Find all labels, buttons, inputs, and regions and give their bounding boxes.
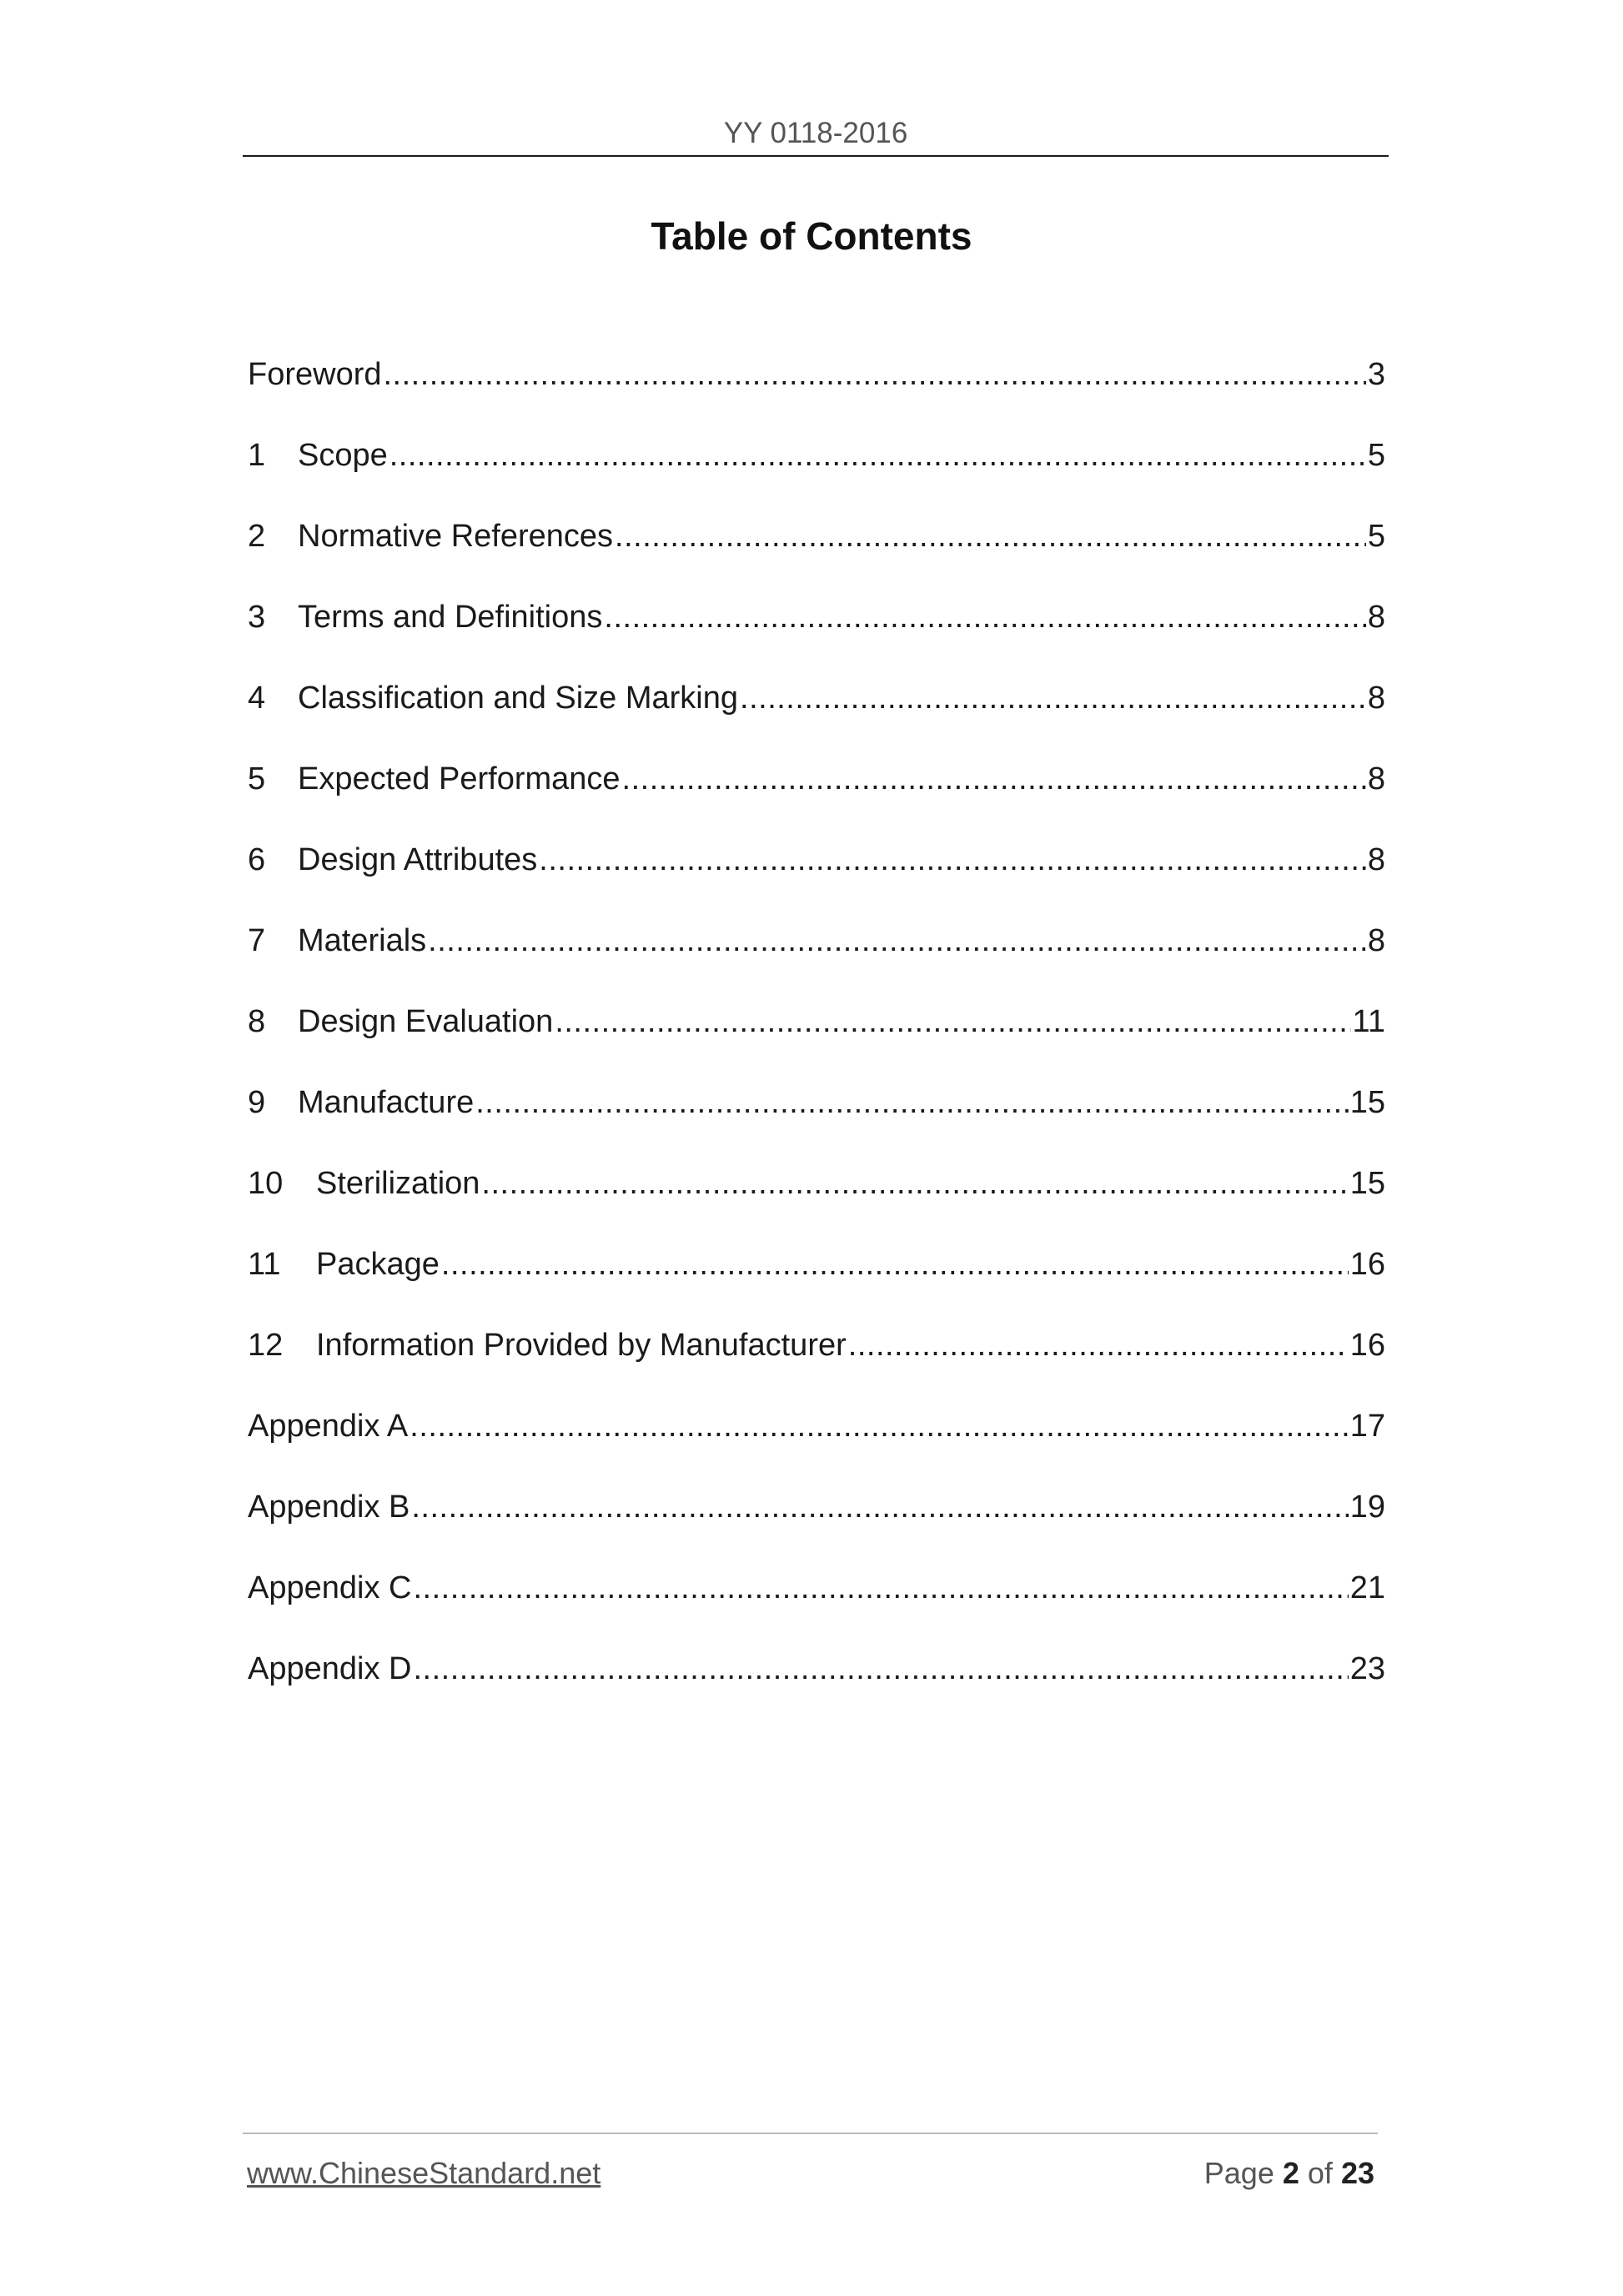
toc-entry-classification[interactable]	[248, 671, 1385, 752]
toc-entry-label: Manufacture	[298, 1085, 475, 1120]
toc-entry-label: Appendix D	[248, 1651, 412, 1686]
page-header	[243, 113, 1389, 157]
toc-entry-materials[interactable]	[248, 914, 1385, 995]
current-page: 2	[1282, 2156, 1299, 2190]
toc-entry-label: Package	[316, 1247, 440, 1282]
toc-entry-number: 8	[248, 1004, 266, 1039]
toc-entry-design-attributes[interactable]	[248, 833, 1385, 914]
toc-dot-leader	[410, 1399, 1348, 1453]
toc-dot-leader	[413, 1561, 1348, 1615]
toc-dot-leader	[413, 1642, 1348, 1696]
toc-entry-design-evaluation[interactable]	[248, 995, 1385, 1076]
toc-entry-number: 4	[248, 681, 266, 716]
toc-entry-number: 5	[248, 761, 266, 796]
toc-entry-sterilization[interactable]	[248, 1157, 1385, 1238]
toc-entry-number: 3	[248, 600, 266, 635]
toc-entry-scope[interactable]	[248, 429, 1385, 510]
toc-entry-number: 12	[248, 1328, 284, 1363]
toc-entry-label: Classification and Size Marking	[298, 681, 739, 716]
toc-entry-page: 16	[1349, 1247, 1385, 1282]
toc-entry-appendix-a[interactable]	[248, 1399, 1385, 1480]
toc-entry-page: 3	[1367, 357, 1385, 392]
toc-entry-label: Sterilization	[316, 1166, 480, 1201]
toc-dot-leader	[555, 995, 1350, 1048]
toc-dot-leader	[539, 833, 1366, 887]
toc-entry-page: 5	[1367, 438, 1385, 473]
toc-entry-label: Materials	[298, 923, 427, 958]
toc-entry-page: 8	[1367, 600, 1385, 635]
toc-dot-leader	[441, 1238, 1349, 1291]
toc-entry-page: 15	[1349, 1166, 1385, 1201]
toc-entry-foreword[interactable]	[248, 348, 1385, 429]
toc-entry-appendix-c[interactable]	[248, 1561, 1385, 1642]
toc-entry-label: Information Provided by Manufacturer	[316, 1328, 847, 1363]
toc-entry-expected-performance[interactable]	[248, 752, 1385, 833]
toc-entry-label: Normative References	[298, 519, 614, 554]
toc-entry-label: Expected Performance	[298, 761, 621, 796]
document-code: YY 0118-2016	[723, 117, 908, 149]
footer-divider	[243, 2133, 1378, 2134]
website-link[interactable]: www.ChineseStandard.net	[247, 2156, 601, 2190]
toc-entry-appendix-b[interactable]	[248, 1480, 1385, 1561]
toc-entry-page: 11	[1352, 1004, 1385, 1039]
toc-entry-page: 15	[1349, 1085, 1385, 1120]
toc-dot-leader	[411, 1480, 1348, 1534]
toc-dot-leader	[384, 348, 1366, 401]
page-number	[1204, 2156, 1374, 2191]
toc-entry-appendix-d[interactable]	[248, 1642, 1385, 1723]
toc-entry-label: Terms and Definitions	[298, 600, 603, 635]
toc-dot-leader	[740, 671, 1366, 725]
toc-entry-normative-references[interactable]	[248, 510, 1385, 590]
toc-dot-leader	[604, 590, 1365, 644]
toc-entry-page: 19	[1349, 1490, 1385, 1525]
toc-entry-label: Appendix A	[248, 1409, 409, 1444]
toc-entry-label: Foreword	[248, 357, 382, 392]
toc-entry-page: 16	[1349, 1328, 1385, 1363]
toc-entry-page: 8	[1367, 923, 1385, 958]
toc-dot-leader	[475, 1076, 1348, 1129]
toc-entry-number: 7	[248, 923, 266, 958]
toc-entry-number: 1	[248, 438, 266, 473]
toc-dot-leader	[481, 1157, 1348, 1210]
toc-entry-number: 6	[248, 842, 266, 877]
toc-entry-page: 23	[1349, 1651, 1385, 1686]
toc-dot-leader	[622, 752, 1366, 806]
toc-entry-page: 21	[1349, 1570, 1385, 1605]
page-of: of	[1307, 2156, 1333, 2190]
toc-entry-number: 10	[248, 1166, 284, 1201]
toc-entry-label: Appendix C	[248, 1570, 412, 1605]
page-prefix: Page	[1203, 2156, 1274, 2190]
toc-entry-package[interactable]	[248, 1238, 1385, 1319]
toc-dot-leader	[615, 510, 1366, 563]
toc-entry-number: 2	[248, 519, 266, 554]
toc-entry-page: 5	[1367, 519, 1385, 554]
toc-dot-leader	[848, 1319, 1349, 1372]
toc-entry-manufacture[interactable]	[248, 1076, 1385, 1157]
toc-entry-number: 9	[248, 1085, 266, 1120]
toc-entry-page: 8	[1367, 842, 1385, 877]
toc-entry-page: 17	[1349, 1409, 1385, 1444]
toc-dot-leader	[428, 914, 1366, 967]
toc-dot-leader	[389, 429, 1366, 482]
toc-entry-label: Design Attributes	[298, 842, 538, 877]
toc-entry-page: 8	[1367, 761, 1385, 796]
table-of-contents	[248, 348, 1385, 1723]
toc-entry-number: 11	[248, 1247, 281, 1282]
toc-entry-terms-and-definitions[interactable]	[248, 590, 1385, 671]
toc-entry-page: 8	[1367, 681, 1385, 716]
page-title: Table of Contents	[651, 214, 972, 258]
toc-entry-information-provided[interactable]	[248, 1319, 1385, 1399]
toc-entry-label: Appendix B	[248, 1490, 410, 1525]
toc-entry-label: Scope	[298, 438, 388, 473]
total-pages: 23	[1340, 2156, 1374, 2190]
toc-entry-label: Design Evaluation	[298, 1004, 554, 1039]
